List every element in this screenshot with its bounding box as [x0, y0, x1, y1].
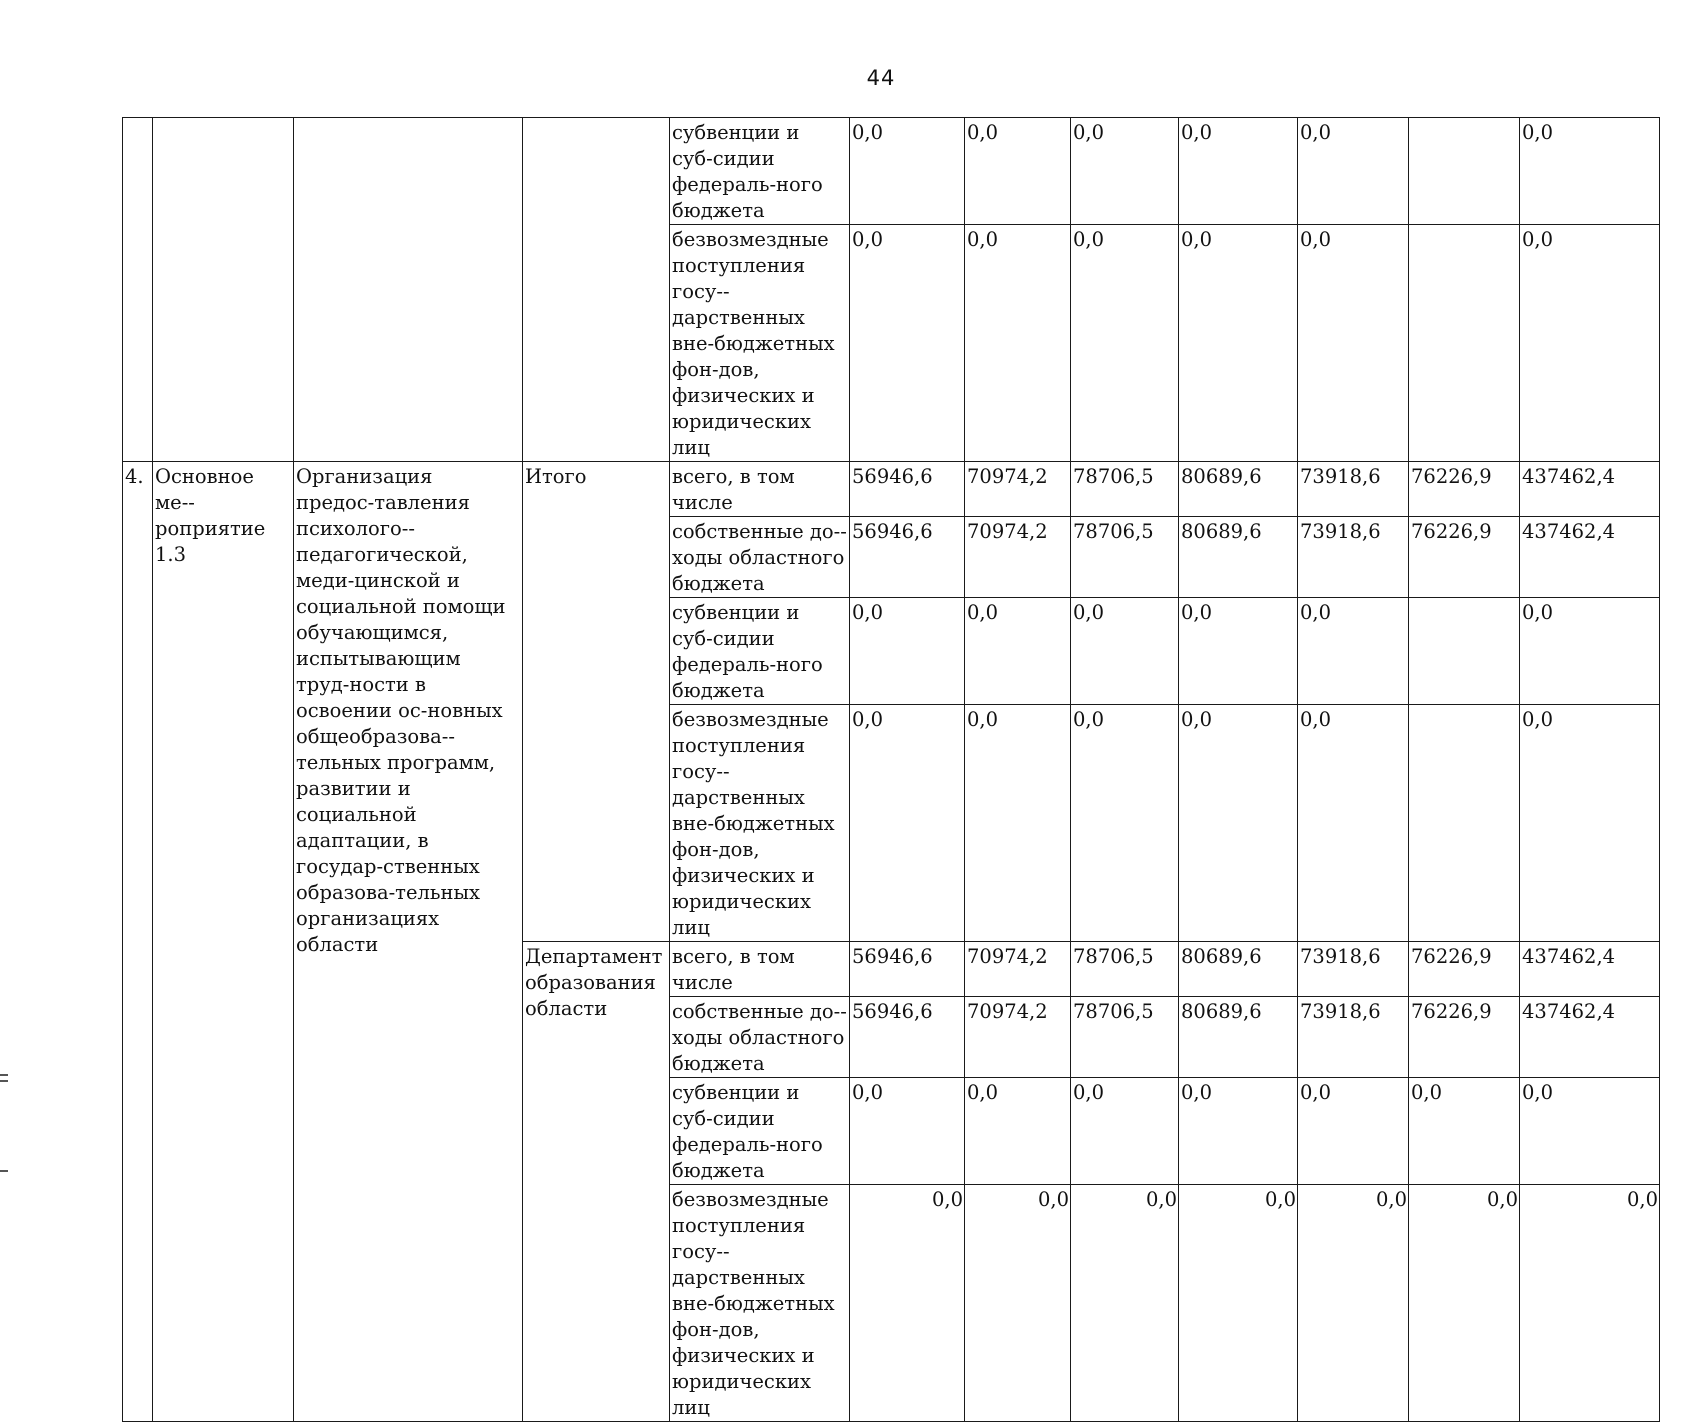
value-cell: 73918,6	[1298, 942, 1409, 997]
value-cell: 437462,4	[1520, 462, 1660, 517]
value-cell: 0,0	[1179, 225, 1298, 462]
name-cell	[153, 118, 294, 462]
number-cell	[123, 118, 153, 462]
value-cell: 0,0	[1520, 225, 1660, 462]
table-row	[123, 118, 1660, 225]
value-cell: 76226,9	[1409, 462, 1520, 517]
funding-type-cell: всего, в том числе	[670, 462, 850, 517]
value-cell	[1409, 225, 1520, 462]
value-cell: 78706,5	[1071, 517, 1179, 598]
item-number: 4.	[123, 462, 153, 1422]
value-cell: 0,0	[1071, 118, 1179, 225]
value-cell: 0,0	[850, 118, 965, 225]
value-cell: 0,0	[1071, 598, 1179, 705]
value-cell: 56946,6	[850, 517, 965, 598]
funding-type-cell: безвозмездные поступления госу-дарственных вне-бюджетных фон-дов, физических и юридических лиц	[670, 1185, 850, 1422]
value-cell: 0,0	[965, 705, 1071, 942]
executor-cell: Итого	[523, 462, 670, 942]
value-cell: 0,0	[1179, 598, 1298, 705]
value-cell	[1409, 705, 1520, 942]
value-cell: 0,0	[850, 598, 965, 705]
funding-type-cell: безвозмездные поступления госу-дарственных вне-бюджетных фон-дов, физических и юридических лиц	[670, 705, 850, 942]
table-row	[123, 462, 1660, 517]
value-cell: 437462,4	[1520, 997, 1660, 1078]
value-cell: 73918,6	[1298, 997, 1409, 1078]
value-cell: 78706,5	[1071, 997, 1179, 1078]
value-cell: 0,0	[850, 705, 965, 942]
value-cell: 0,0	[1071, 1185, 1179, 1422]
value-cell: 0,0	[965, 225, 1071, 462]
value-cell: 0,0	[1298, 118, 1409, 225]
value-cell: 0,0	[850, 225, 965, 462]
description-cell	[294, 118, 523, 462]
scan-mark	[0, 1170, 8, 1172]
value-cell: 0,0	[1071, 705, 1179, 942]
value-cell: 0,0	[1179, 118, 1298, 225]
value-cell: 0,0	[965, 118, 1071, 225]
value-cell: 70974,2	[965, 462, 1071, 517]
value-cell: 0,0	[850, 1078, 965, 1185]
value-cell: 70974,2	[965, 942, 1071, 997]
budget-table	[122, 117, 1660, 1422]
value-cell: 0,0	[965, 598, 1071, 705]
executor-cell: Департамент образования области	[523, 942, 670, 1422]
value-cell: 76226,9	[1409, 997, 1520, 1078]
value-cell: 0,0	[1071, 1078, 1179, 1185]
value-cell: 70974,2	[965, 997, 1071, 1078]
value-cell	[1409, 118, 1520, 225]
funding-type-cell: собственные до-ходы областного бюджета	[670, 997, 850, 1078]
value-cell: 0,0	[965, 1185, 1071, 1422]
value-cell: 0,0	[1298, 1185, 1409, 1422]
value-cell: 0,0	[1520, 598, 1660, 705]
value-cell: 0,0	[1298, 705, 1409, 942]
page-number: 44	[866, 66, 896, 90]
item-description: Организация предос-тавления психолого-педагогической, меди-цинской и социальной помощи обучающимся, испытывающим труд-ности в освоении ос-новных общеобразова-тельных программ, развитии и социальной адаптации, в государ-ственных образова-тельных организациях области	[294, 462, 523, 1422]
value-cell: 437462,4	[1520, 517, 1660, 598]
funding-type-cell: всего, в том числе	[670, 942, 850, 997]
value-cell: 56946,6	[850, 462, 965, 517]
value-cell: 0,0	[1179, 705, 1298, 942]
value-cell: 0,0	[1179, 1185, 1298, 1422]
item-name: Основное ме-роприятие 1.3	[153, 462, 294, 1422]
funding-type-cell: субвенции и суб-сидии федераль-ного бюджета	[670, 1078, 850, 1185]
value-cell: 80689,6	[1179, 517, 1298, 598]
funding-type-cell: безвозмездные поступления госу-дарственных вне-бюджетных фон-дов, физических и юридических лиц	[670, 225, 850, 462]
value-cell: 80689,6	[1179, 942, 1298, 997]
funding-type-cell: субвенции и суб-сидии федераль-ного бюджета	[670, 118, 850, 225]
funding-type-cell: субвенции и суб-сидии федераль-ного бюджета	[670, 598, 850, 705]
value-cell: 0,0	[1409, 1185, 1520, 1422]
scan-mark	[0, 1074, 8, 1076]
value-cell	[1409, 598, 1520, 705]
value-cell: 0,0	[1071, 225, 1179, 462]
value-cell: 73918,6	[1298, 517, 1409, 598]
value-cell: 0,0	[1298, 598, 1409, 705]
value-cell: 437462,4	[1520, 942, 1660, 997]
value-cell: 56946,6	[850, 997, 965, 1078]
value-cell: 80689,6	[1179, 462, 1298, 517]
value-cell: 0,0	[1520, 1078, 1660, 1185]
value-cell: 0,0	[1298, 225, 1409, 462]
value-cell: 70974,2	[965, 517, 1071, 598]
value-cell: 0,0	[1179, 1078, 1298, 1185]
value-cell: 80689,6	[1179, 997, 1298, 1078]
scan-mark	[0, 1080, 8, 1082]
value-cell: 0,0	[850, 1185, 965, 1422]
value-cell: 0,0	[1298, 1078, 1409, 1185]
value-cell: 0,0	[965, 1078, 1071, 1185]
value-cell: 78706,5	[1071, 942, 1179, 997]
value-cell: 0,0	[1520, 118, 1660, 225]
funding-type-cell: собственные до-ходы областного бюджета	[670, 517, 850, 598]
value-cell: 76226,9	[1409, 942, 1520, 997]
value-cell: 73918,6	[1298, 462, 1409, 517]
value-cell: 78706,5	[1071, 462, 1179, 517]
value-cell: 0,0	[1520, 705, 1660, 942]
value-cell: 0,0	[1409, 1078, 1520, 1185]
value-cell: 76226,9	[1409, 517, 1520, 598]
value-cell: 0,0	[1520, 1185, 1660, 1422]
executor-cell	[523, 118, 670, 462]
value-cell: 56946,6	[850, 942, 965, 997]
